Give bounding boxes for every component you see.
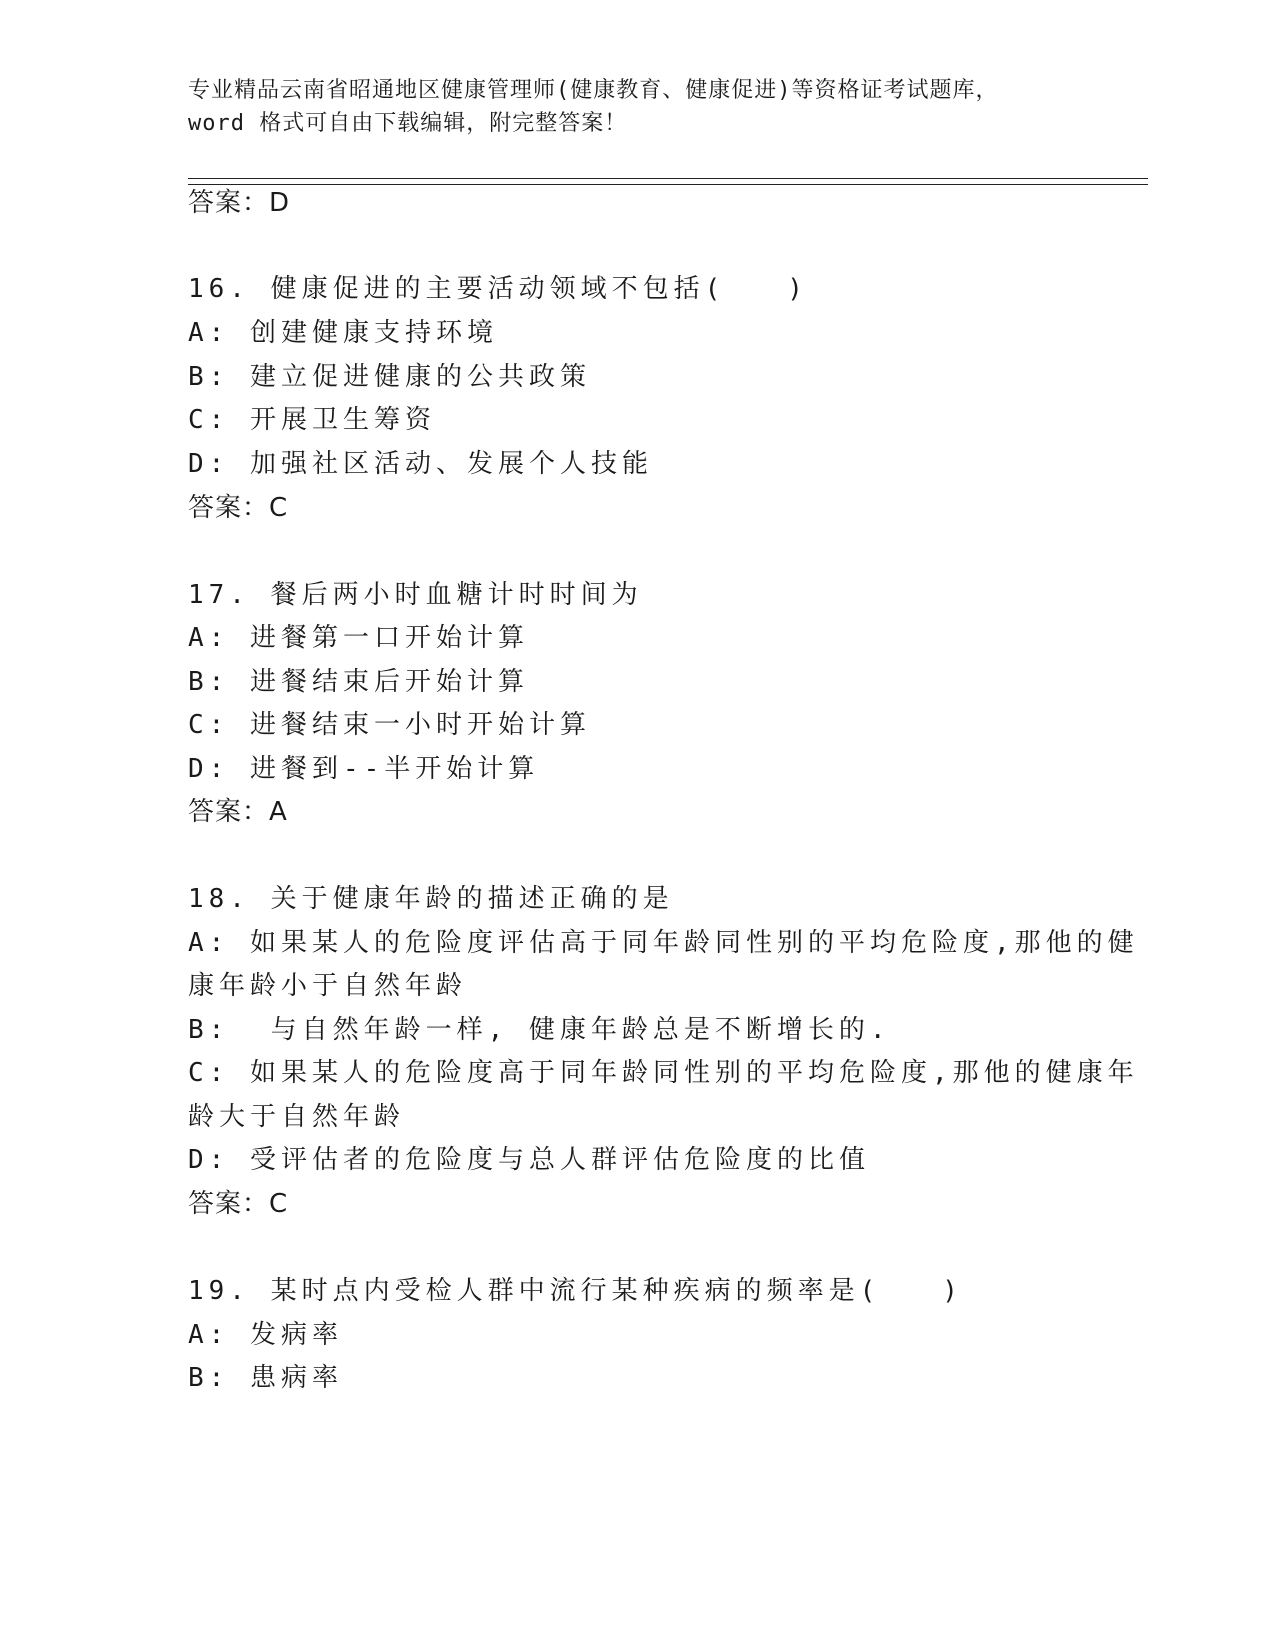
question-16-option-a: A: 创建健康支持环境 — [188, 318, 498, 348]
question-16-option-d: D: 加强社区活动、发展个人技能 — [188, 449, 653, 479]
answer-q16: 答案：C — [188, 493, 289, 523]
question-18-option-c-line-2: 龄大于自然年龄 — [188, 1102, 406, 1132]
question-17-option-b: B: 进餐结束后开始计算 — [188, 667, 529, 697]
answer-q15: 答案：D — [188, 188, 291, 218]
header-title-line-1: 专业精品云南省昭通地区健康管理师(健康教育、健康促进)等资格证考试题库， — [188, 78, 999, 103]
question-18-stem: 18. 关于健康年龄的描述正确的是 — [188, 884, 674, 914]
question-17-stem: 17. 餐后两小时血糖计时时间为 — [188, 580, 643, 610]
header-divider-bottom — [188, 184, 1148, 185]
answer-q17: 答案：A — [188, 797, 288, 827]
question-18-option-a-line-1: A: 如果某人的危险度评估高于同年龄同性别的平均危险度,那他的健 — [188, 928, 1139, 958]
question-16-option-c: C: 开展卫生筹资 — [188, 405, 436, 435]
question-17-option-c: C: 进餐结束一小时开始计算 — [188, 710, 591, 740]
question-18-option-d: D: 受评估者的危险度与总人群评估危险度的比值 — [188, 1145, 870, 1175]
question-19-option-a: A: 发病率 — [188, 1320, 343, 1350]
header-title-line-2: word 格式可自由下载编辑，附完整答案！ — [188, 111, 628, 136]
answer-q18: 答案：C — [188, 1189, 289, 1219]
question-16-stem: 16. 健康促进的主要活动领域不包括( ) — [188, 274, 808, 304]
question-18-option-b: B: 与自然年龄一样, 健康年龄总是不断增长的. — [188, 1015, 891, 1045]
question-17-option-d: D: 进餐到--半开始计算 — [188, 754, 540, 784]
question-16-option-b: B: 建立促进健康的公共政策 — [188, 362, 591, 392]
document-header — [188, 74, 1068, 140]
question-18-option-a-line-2: 康年龄小于自然年龄 — [188, 971, 468, 1001]
question-17-option-a: A: 进餐第一口开始计算 — [188, 623, 529, 653]
question-19-stem: 19. 某时点内受检人群中流行某种疾病的频率是( ) — [188, 1276, 963, 1306]
header-divider-top — [188, 178, 1148, 179]
question-18-option-c-line-1: C: 如果某人的危险度高于同年龄同性别的平均危险度,那他的健康年 — [188, 1058, 1139, 1088]
question-19-option-b: B: 患病率 — [188, 1363, 343, 1393]
